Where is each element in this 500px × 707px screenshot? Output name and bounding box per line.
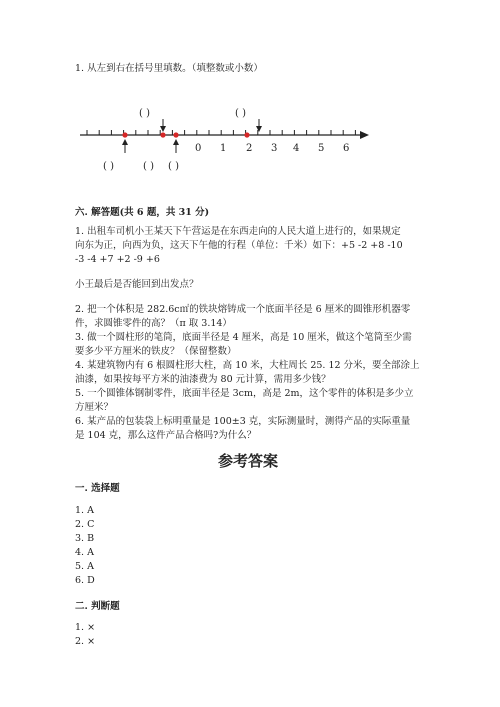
answer-item: 2. C xyxy=(75,519,95,530)
bottom-bracket-2: ( ) xyxy=(143,161,154,172)
problem-4-line-2: 油漆，如果按每平方米的油漆费为 80 元计算，需用多少钱？ xyxy=(75,374,331,385)
problem-2-line-1: 2. 把一个体积是 282.6c㎡的铁块熔铸成一个底面半径是 6 厘米的圆锥形机器零 xyxy=(75,304,411,315)
problem-6-line-2: 是 104 克，那么这件产品合格吗?为什么？ xyxy=(75,430,257,441)
up-arrow-2 xyxy=(173,139,179,153)
tick-label-1: 1 xyxy=(220,143,227,154)
bottom-bracket-1: ( ) xyxy=(103,161,114,172)
number-line-point xyxy=(173,132,178,137)
problem-3-line-1: 3. 做一个圆柱形的笔筒，底面半径是 4 厘米，高是 10 厘米，做这个笔筒至少需 xyxy=(75,332,412,343)
top-bracket-1: ( ) xyxy=(139,108,150,119)
number-line-svg xyxy=(75,95,375,180)
problem-5-line-1: 5. 一个圆锥体钢制零件，底面半径是 3cm，高是 2m，这个零件的体积是多少立 xyxy=(75,388,414,399)
number-line-point xyxy=(122,132,127,137)
bottom-bracket-3: ( ) xyxy=(168,161,179,172)
answer-item: 3. B xyxy=(75,533,95,544)
problem-3-line-2: 要多少平方厘米的铁皮？（保留整数） xyxy=(75,346,237,357)
tick-label-6: 6 xyxy=(343,143,350,154)
number-line-point xyxy=(244,132,249,137)
part-2-heading: 二. 判断题 xyxy=(75,601,120,612)
answer-item: 4. A xyxy=(75,547,94,558)
answer-item: 6. D xyxy=(75,575,95,586)
number-line-point xyxy=(160,132,165,137)
problem-1-line-1: 1. 出租车司机小王某天下午营运是在东西走向的人民大道上进行的，如果规定 xyxy=(75,226,401,237)
up-arrow-1 xyxy=(122,139,128,153)
down-arrow-1 xyxy=(160,119,166,132)
answer-key-title: 参考答案 xyxy=(218,452,279,470)
top-bracket-2: ( ) xyxy=(235,108,246,119)
tick-label-5: 5 xyxy=(318,143,325,154)
problem-1-line-2: 向东为正，向西为负，这天下午他的行程（单位：千米）如下：+5 -2 +8 -10 xyxy=(75,240,403,251)
problem-4-line-1: 4. 某建筑物内有 6 根圆柱形大柱，高 10 米，大柱周长 25. 12 分米，要全部涂上 xyxy=(75,360,420,371)
section-6-heading: 六. 解答题(共 6 题，共 31 分) xyxy=(75,207,210,218)
tick-label-2: 2 xyxy=(246,143,253,154)
answer-item: 1. × xyxy=(75,622,96,633)
tick-label-4: 4 xyxy=(293,143,300,154)
problem-1-line-3: -3 -4 +7 +2 -9 +6 xyxy=(75,254,160,265)
problem-6-line-1: 6. 某产品的包装袋上标明重量是 100±3 克，实际测量时，测得产品的实际重量 xyxy=(75,416,411,427)
part-1-heading: 一. 选择题 xyxy=(75,483,120,494)
number-line-figure xyxy=(75,95,375,180)
tick-label-0: 0 xyxy=(195,143,202,154)
tick-label-3: 3 xyxy=(271,143,278,154)
down-arrow-2 xyxy=(256,119,262,132)
number-line-arrowhead xyxy=(360,131,369,139)
problem-5-line-2: 方厘米？ xyxy=(75,402,114,413)
answer-item: 5. A xyxy=(75,561,94,572)
question-1-instruction: 1. 从左到右在括号里填数。（填整数或小数） xyxy=(75,63,263,74)
problem-2-line-2: 件，求圆锥零件的高？（π 取 3.14） xyxy=(75,318,232,329)
problem-1-question: 小王最后是否能回到出发点？ xyxy=(75,279,199,290)
answer-item: 2. × xyxy=(75,636,96,647)
answer-item: 1. A xyxy=(75,505,94,516)
